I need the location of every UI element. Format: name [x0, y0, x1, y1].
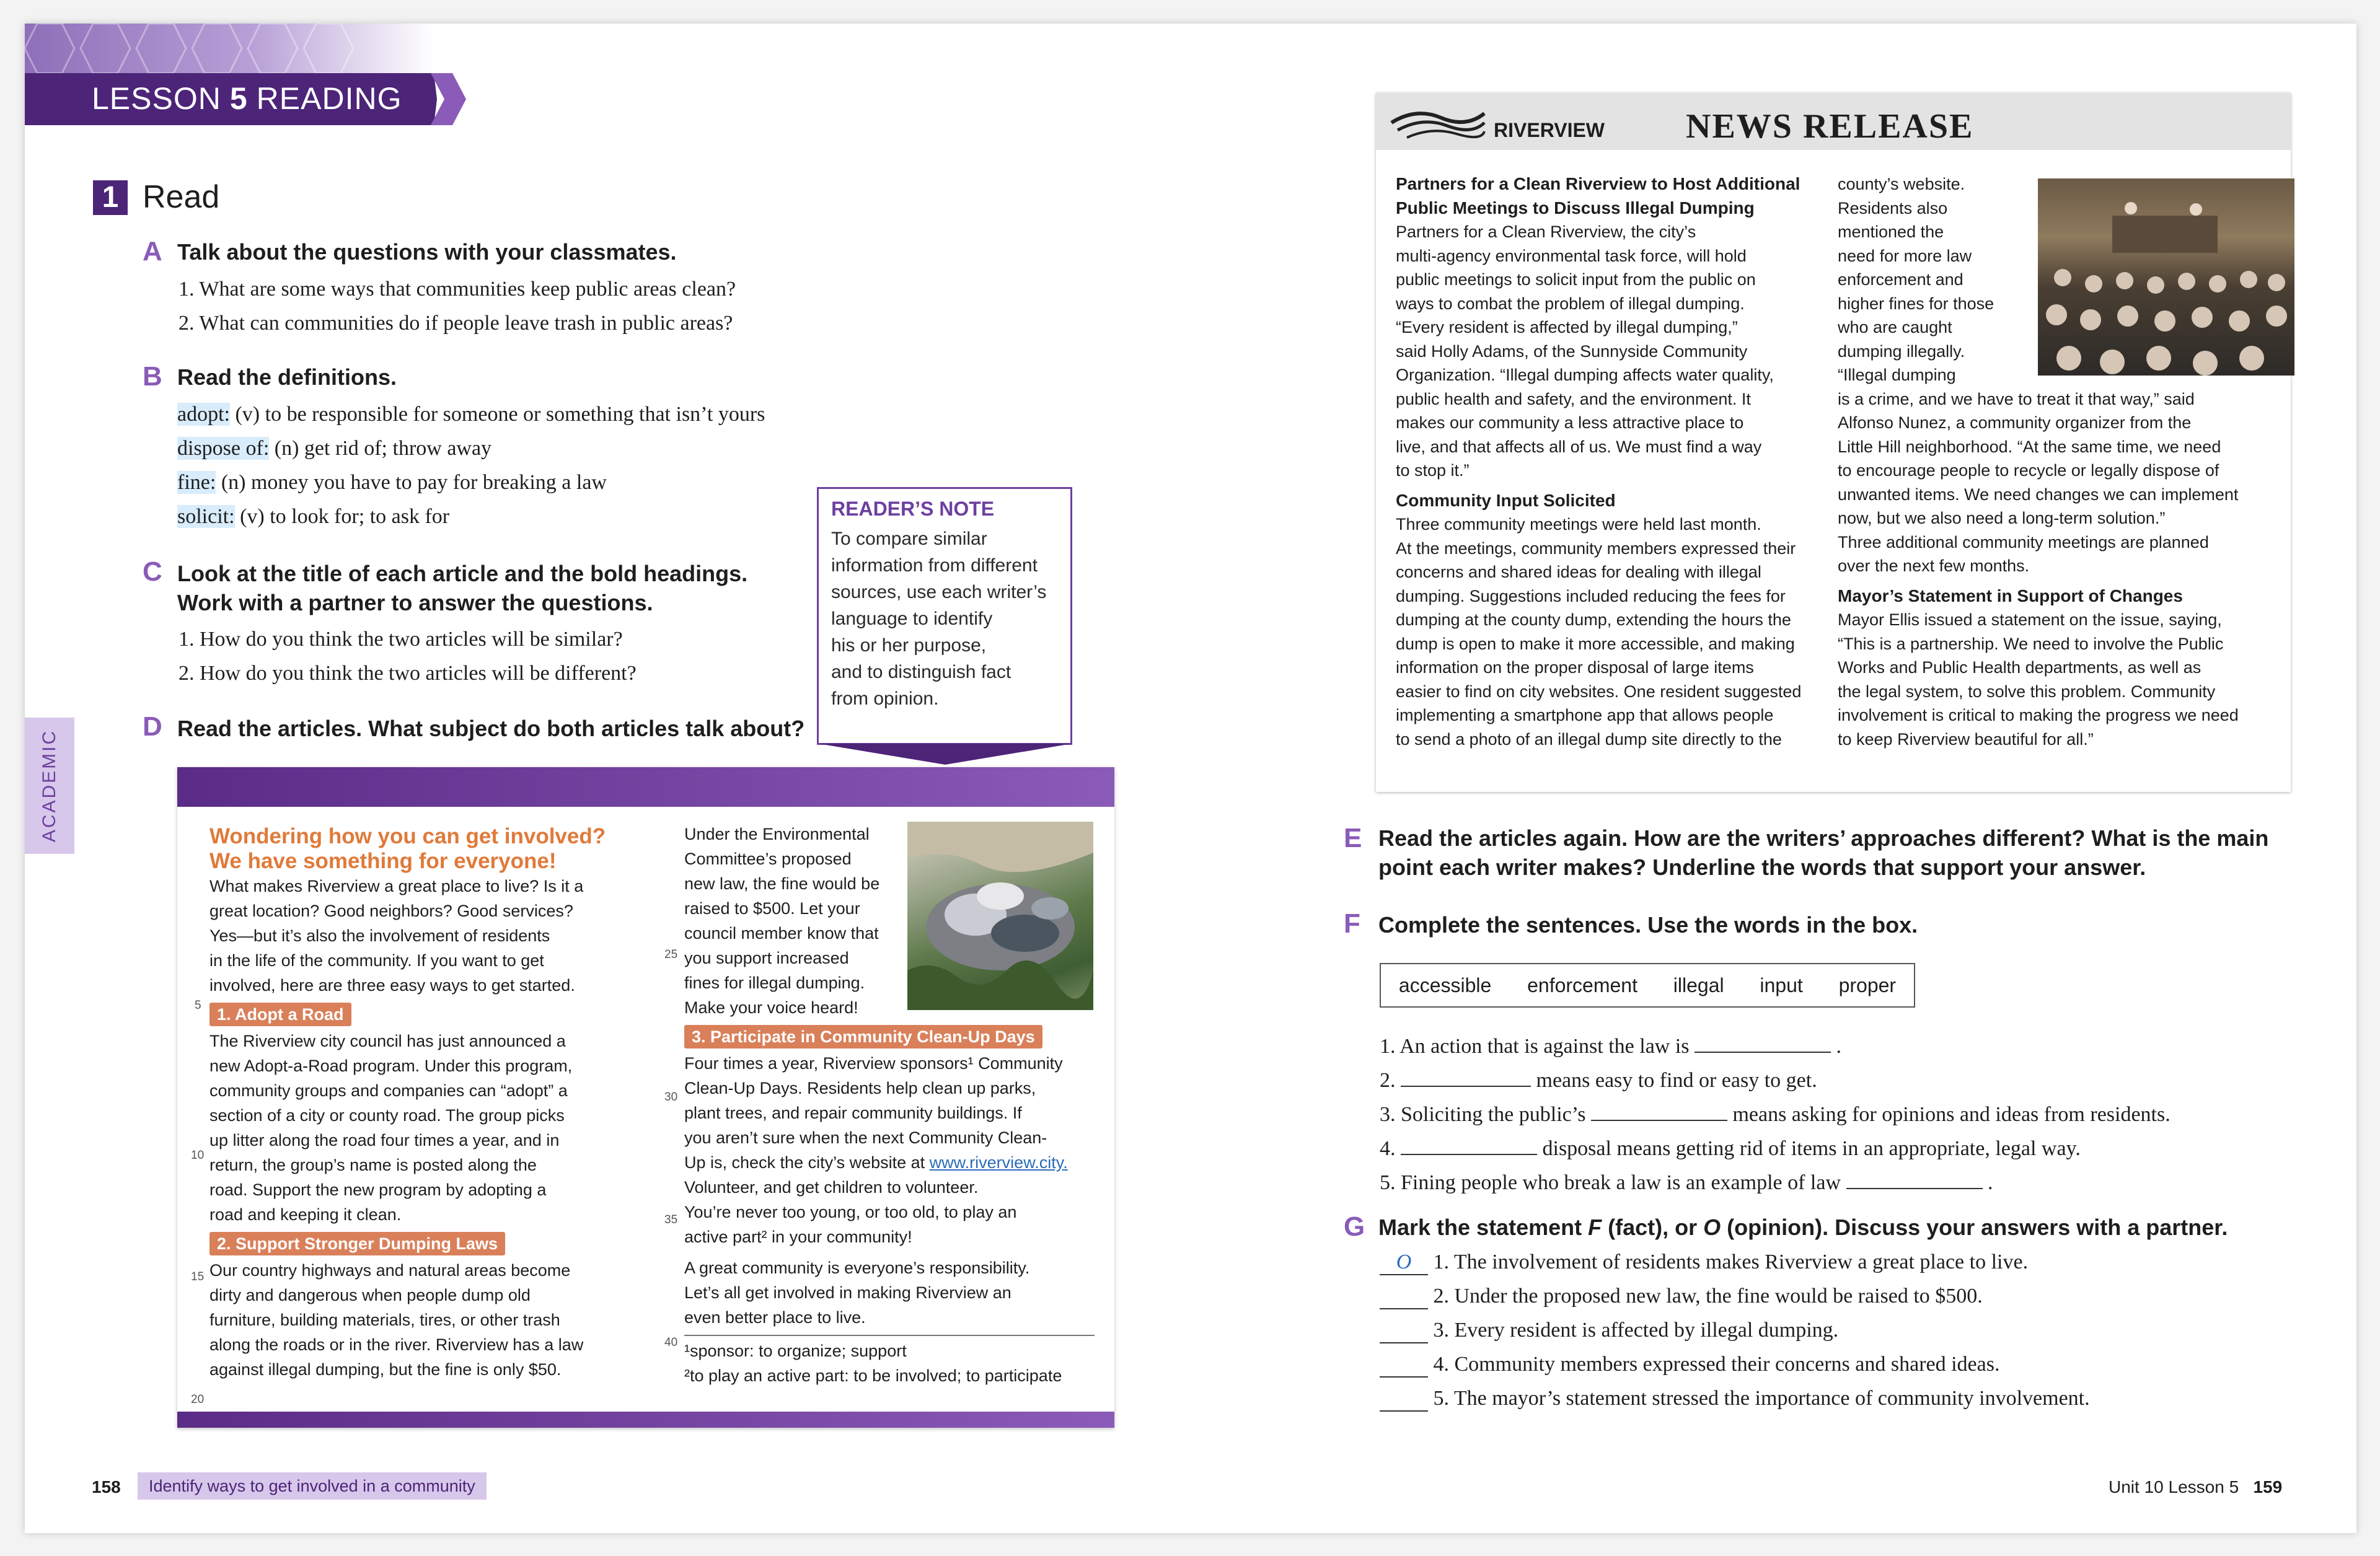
article-line: plant trees, and repair community buildings. If — [684, 1104, 1022, 1122]
news-line: easier to find on city websites. One resident suggested — [1396, 682, 1802, 701]
task-f-instruction: Complete the sentences. Use the words in the box. — [1378, 912, 1918, 938]
opinion-letter: O — [1703, 1215, 1721, 1240]
task-b-instruction: Read the definitions. — [177, 364, 397, 390]
article-bottom-bar — [177, 1412, 1114, 1428]
definition-row — [177, 471, 607, 494]
answer-blank[interactable] — [1380, 1353, 1428, 1378]
item-text: . — [1982, 1171, 1993, 1194]
task-a-item: 1. What are some ways that communities keep public areas clean? — [178, 278, 736, 301]
definition-term: dispose of: — [177, 437, 270, 460]
article-line: return, the group’s name is posted along the — [209, 1156, 537, 1174]
readers-note-line: from opinion. — [831, 688, 939, 709]
article-line: active part² in your community! — [684, 1228, 912, 1246]
readers-note-pointer-icon — [818, 744, 1072, 765]
article-text: Up is, check the city’s website at — [684, 1153, 930, 1172]
news-line: Alfonso Nunez, a community organizer from the — [1838, 413, 2192, 432]
answer-blank[interactable] — [1695, 1052, 1831, 1053]
news-line: to encourage people to recycle or legally dispose of — [1838, 461, 2219, 480]
article-headline: Wondering how you can get involved? — [209, 824, 606, 848]
task-a-item: 2. What can communities do if people leave trash in public areas? — [178, 312, 733, 335]
news-line: to keep Riverview beautiful for all.” — [1838, 729, 2094, 749]
article-line: fines for illegal dumping. — [684, 974, 865, 992]
readers-note-box — [817, 487, 1072, 745]
task-e-instruction: Read the articles again. How are the writers’ approaches different? What is the main — [1378, 825, 2269, 851]
word-box-item: accessible — [1398, 974, 1492, 996]
item-text: 3. Soliciting the public’s — [1380, 1103, 1591, 1126]
article-line: Make your voice heard! — [684, 998, 858, 1017]
task-g-instruction — [1378, 1215, 2228, 1241]
news-subheading: Community Input Solicited — [1396, 490, 1616, 510]
news-col-2-top — [1838, 172, 2024, 363]
article-line: new Adopt-a-Road program. Under this program, — [209, 1057, 573, 1075]
lesson-skill: READING — [256, 81, 402, 116]
community-meeting-photo — [2038, 178, 2294, 376]
definition-text: (n) get rid of; throw away — [269, 437, 492, 460]
footnote: ¹sponsor: to organize; support — [684, 1342, 907, 1360]
article-line: Four times a year, Riverview sponsors¹ Community — [684, 1054, 1063, 1073]
article-line: you support increased — [684, 949, 849, 967]
news-line: involvement is critical to making the progress we need — [1838, 706, 2239, 724]
answer-blank[interactable] — [1401, 1154, 1537, 1155]
definition-row — [177, 437, 491, 460]
article-line: Clean-Up Days. Residents help clean up parks, — [684, 1079, 1036, 1097]
illegal-dump-photo — [907, 822, 1093, 1010]
news-line: concerns and shared ideas for dealing with illegal — [1396, 563, 1761, 581]
article-col-2-top — [684, 822, 907, 1020]
news-line: to stop it.” — [1396, 461, 1470, 480]
left-page-number: 158 — [92, 1477, 121, 1497]
footnote-divider — [684, 1335, 1095, 1336]
item-text: 3. Every resident is affected by illegal dumping. — [1433, 1319, 1839, 1342]
article-line: You’re never too young, or too old, to play an — [684, 1203, 1017, 1221]
item-text: 1. An action that is against the law is — [1380, 1035, 1695, 1058]
hexagon-pattern-band — [25, 24, 434, 73]
task-c-instruction: Work with a partner to answer the questions. — [177, 590, 653, 615]
right-page-footer — [2109, 1477, 2282, 1497]
article-line — [684, 1150, 1106, 1175]
definition-row — [177, 403, 765, 426]
task-f-item — [1380, 1137, 2081, 1161]
article-line: road and keeping it clean. — [209, 1205, 402, 1224]
answer-blank[interactable] — [1846, 1188, 1983, 1189]
article-line: section of a city or county road. The group picks — [209, 1106, 565, 1125]
article-line: furniture, building materials, tires, or other trash — [209, 1311, 560, 1329]
riverview-brand: RIVERVIEW — [1494, 119, 1605, 141]
article-top-bar — [177, 767, 1114, 807]
news-line: need for more law — [1838, 246, 1972, 265]
task-letter-a: A — [143, 236, 162, 266]
news-line: multi-agency environmental task force, will hold — [1396, 246, 1747, 265]
item-text: means asking for opinions and ideas from residents. — [1727, 1103, 2171, 1126]
task-d-instruction: Read the articles. What subject do both articles talk about? — [177, 716, 805, 741]
task-g-item — [1380, 1387, 2090, 1412]
readers-note-line: sources, use each writer’s — [831, 582, 1047, 602]
task-letter-f: F — [1344, 908, 1360, 939]
instruction-text: Mark the statement — [1378, 1215, 1589, 1240]
word-box-item: proper — [1838, 974, 1897, 996]
lesson-number: 5 — [229, 81, 248, 116]
article-line: Committee’s proposed — [684, 850, 852, 868]
task-e-instruction: point each writer makes? Underline the words that support your answer. — [1378, 855, 2146, 880]
task-g-item — [1380, 1285, 1983, 1309]
line-number: 5 — [195, 999, 201, 1012]
readers-note-line: language to identify — [831, 609, 993, 629]
definition-term: fine: — [177, 471, 216, 494]
article-line: dirty and dangerous when people dump old — [209, 1286, 531, 1304]
news-headline: Public Meetings to Discuss Illegal Dumping — [1396, 198, 1755, 218]
definition-text: (v) to look for; to ask for — [234, 505, 450, 528]
news-line: mentioned the — [1838, 222, 1944, 241]
readers-note-title: READER’S NOTE — [831, 498, 995, 520]
news-col-1 — [1396, 172, 1830, 751]
task-g-item — [1380, 1319, 1838, 1343]
news-line: to send a photo of an illegal dump site directly to the — [1396, 729, 1782, 749]
riverview-website-link[interactable]: www.riverview.city. — [929, 1153, 1068, 1172]
task-letter-d: D — [143, 711, 162, 742]
definition-term: adopt: — [177, 403, 230, 426]
news-line: Works and Public Health departments, as well as — [1838, 658, 2202, 677]
word-box — [1380, 963, 1915, 1008]
line-number: 25 — [664, 948, 678, 961]
news-headline: Partners for a Clean Riverview to Host Additional — [1396, 174, 1800, 193]
news-line: “Illegal dumping — [1838, 366, 1956, 384]
line-number: 35 — [664, 1213, 678, 1226]
word-box-item: enforcement — [1527, 974, 1637, 996]
article-line: new law, the fine would be — [684, 874, 880, 893]
readers-note-line: and to distinguish fact — [831, 662, 1011, 682]
article-line: Under the Environmental — [684, 825, 870, 843]
item-text: 5. The mayor’s statement stressed the importance of community involvement. — [1433, 1387, 2090, 1410]
answer-blank[interactable] — [1591, 1120, 1727, 1121]
news-release — [1376, 93, 2291, 792]
task-c-instruction: Look at the title of each article and the bold headings. — [177, 561, 748, 586]
community-article — [177, 767, 1114, 1428]
right-page-number: 159 — [2253, 1477, 2283, 1497]
item-text: means easy to find or easy to get. — [1531, 1069, 1817, 1092]
article-line: up litter along the road four times a year, and in — [209, 1131, 560, 1149]
news-line: now, but we also need a long-term solution.” — [1838, 509, 2166, 527]
instruction-text: (opinion). Discuss your answers with a partner. — [1721, 1215, 2228, 1240]
article-line: What makes Riverview a great place to live? Is it a — [209, 877, 584, 895]
definition-text: (v) to be responsible for someone or something that isn’t yours — [229, 403, 765, 426]
news-line: unwanted items. We need changes we can implement — [1838, 485, 2239, 504]
news-line: information on the proper disposal of large items — [1396, 658, 1754, 677]
news-line: higher fines for those — [1838, 294, 1994, 313]
task-letter-e: E — [1344, 823, 1362, 853]
article-line: against illegal dumping, but the fine is only $50. — [209, 1360, 562, 1379]
article-col-1 — [209, 824, 631, 1382]
item-text: 2. — [1380, 1069, 1401, 1092]
answer-blank[interactable] — [1380, 1387, 1428, 1412]
definition-text: (n) money you have to pay for breaking a law — [216, 471, 607, 494]
news-line: “This is a partnership. We need to involve the Public — [1838, 634, 2224, 653]
news-line: enforcement and — [1838, 270, 1963, 289]
news-line: county’s website. — [1838, 175, 1965, 193]
article-line: The Riverview city council has just announced a — [209, 1032, 566, 1050]
instruction-text: (fact), or — [1602, 1215, 1704, 1240]
article-line: even better place to live. — [684, 1308, 866, 1327]
news-line: “Every resident is affected by illegal dumping,” — [1396, 318, 1738, 336]
task-letter-c: C — [143, 556, 162, 587]
answer-blank[interactable] — [1401, 1086, 1531, 1087]
article-line: along the roads or in the river. Riverview has a law — [209, 1335, 584, 1354]
task-a-instruction: Talk about the questions with your classmates. — [177, 239, 677, 265]
task-f-item — [1380, 1069, 1817, 1092]
answer-blank[interactable]: O — [1380, 1251, 1428, 1275]
news-line: makes our community a less attractive place to — [1396, 413, 1744, 432]
news-line: At the meetings, community members expressed their — [1396, 538, 1796, 558]
line-number: 30 — [664, 1091, 678, 1104]
item-text: 4. Community members expressed their concerns and shared ideas. — [1433, 1353, 2000, 1376]
definition-term: solicit: — [177, 505, 235, 528]
news-title: NEWS RELEASE — [1686, 107, 1974, 146]
news-line: dumping illegally. — [1838, 341, 1965, 361]
riverview-wave-logo-icon — [1388, 104, 1488, 141]
meeting-audience-icon — [2038, 178, 2294, 376]
answer-blank[interactable] — [1380, 1319, 1428, 1343]
article-line: you aren’t sure when the next Community Clean- — [684, 1128, 1047, 1147]
item-text: . — [1831, 1035, 1842, 1058]
textbook-spread — [25, 24, 2356, 1533]
item-text: 2. Under the proposed new law, the fine would be raised to $500. — [1433, 1285, 1983, 1308]
task-c-item: 2. How do you think the two articles will be different? — [178, 662, 637, 685]
article-headline: We have something for everyone! — [209, 849, 557, 873]
definition-row — [177, 505, 449, 529]
news-col-2-bottom — [1838, 363, 2284, 751]
section-tag-clean-up-days: 3. Participate in Community Clean-Up Days — [684, 1025, 1042, 1048]
article-line: road. Support the new program by adopting a — [209, 1180, 547, 1199]
line-number: 40 — [664, 1336, 678, 1349]
news-line: ways to combat the problem of illegal dumping. — [1396, 294, 1745, 313]
news-line: live, and that affects all of us. We must find a way — [1396, 437, 1762, 456]
news-line: Little Hill neighborhood. “At the same time, we need — [1838, 437, 2221, 456]
trash-pile-icon — [907, 822, 1093, 1010]
news-line: dumping. Suggestions included reducing the fees for — [1396, 586, 1786, 605]
article-line: Let’s all get involved in making Riverview an — [684, 1283, 1011, 1302]
news-line: Organization. “Illegal dumping affects water quality, — [1396, 366, 1774, 384]
news-line: public meetings to solicit input from the public on — [1396, 270, 1756, 289]
article-line: involved, here are three easy ways to get started. — [209, 976, 575, 995]
task-f-item — [1380, 1171, 1993, 1195]
fact-letter: F — [1588, 1215, 1602, 1240]
readers-note-line: information from different — [831, 555, 1038, 576]
section-title: Read — [143, 179, 220, 215]
item-text: 4. — [1380, 1137, 1401, 1160]
footnote: ²to play an active part: to be involved; to participate — [684, 1366, 1062, 1385]
news-line: public health and safety, and the environment. It — [1396, 389, 1751, 408]
task-g-item — [1380, 1251, 2028, 1275]
news-line: Residents also — [1838, 198, 1948, 218]
readers-note-line: his or her purpose, — [831, 635, 987, 656]
article-line: council member know that — [684, 924, 879, 943]
news-line: the legal system, to solve this problem. Community — [1838, 682, 2216, 701]
task-letter-g: G — [1344, 1211, 1365, 1242]
article-line: A great community is everyone’s responsibility. — [684, 1259, 1030, 1277]
hexagon-pattern-icon — [25, 24, 434, 73]
news-line: is a crime, and we have to treat it that way,” said — [1838, 389, 2195, 408]
article-line: Volunteer, and get children to volunteer. — [684, 1178, 979, 1197]
article-line: raised to $500. Let your — [684, 899, 860, 918]
news-subheading: Mayor’s Statement in Support of Changes — [1838, 586, 2183, 605]
lesson-goal-label: Identify ways to get involved in a community — [138, 1472, 487, 1500]
news-line: implementing a smartphone app that allows people — [1396, 706, 1774, 724]
news-line: Partners for a Clean Riverview, the city’s — [1396, 222, 1696, 241]
news-line: dumping at the county dump, extending the hours the — [1396, 610, 1791, 629]
task-letter-b: B — [143, 361, 162, 392]
news-line: Three additional community meetings are planned — [1838, 532, 2209, 552]
article-line: Our country highways and natural areas become — [209, 1261, 571, 1280]
lesson-banner-text — [92, 81, 402, 116]
line-number: 15 — [191, 1270, 205, 1283]
news-line: Mayor Ellis issued a statement on the issue, saying, — [1838, 610, 2222, 629]
task-f-item — [1380, 1035, 1841, 1058]
task-c-item: 1. How do you think the two articles will be similar? — [178, 628, 623, 651]
task-f-item — [1380, 1103, 2171, 1127]
word-box-item: illegal — [1673, 974, 1724, 996]
task-g-item — [1380, 1353, 1999, 1378]
news-line: Three community meetings were held last month. — [1396, 515, 1761, 534]
section-tag-dumping-laws: 2. Support Stronger Dumping Laws — [209, 1232, 505, 1255]
article-line: in the life of the community. If you want to get — [209, 951, 544, 970]
academic-side-tab — [25, 718, 74, 854]
news-line: over the next few months. — [1838, 556, 2030, 575]
word-box-item: input — [1760, 974, 1803, 996]
item-text: 5. Fining people who break a law is an example of law — [1380, 1171, 1846, 1194]
article-line: Yes—but it’s also the involvement of residents — [209, 926, 550, 945]
section-number: 1 — [93, 180, 128, 215]
section-tag-adopt-road: 1. Adopt a Road — [209, 1003, 351, 1026]
news-line: who are caught — [1838, 318, 1952, 336]
line-number: 10 — [191, 1149, 205, 1162]
item-text: 1. The involvement of residents makes Riverview a great place to live. — [1433, 1251, 2029, 1273]
unit-lesson-label: Unit 10 Lesson 5 — [2109, 1477, 2239, 1497]
readers-note-line: To compare similar — [831, 529, 987, 549]
article-col-2-bottom — [684, 1025, 1106, 1388]
answer-blank[interactable] — [1380, 1285, 1428, 1309]
article-line: great location? Good neighbors? Good services? — [209, 902, 573, 920]
lesson-label: LESSON — [92, 81, 221, 116]
line-number: 20 — [191, 1393, 205, 1406]
news-line: dump is open to make it more accessible, and making — [1396, 634, 1795, 653]
item-text: disposal means getting rid of items in an appropriate, legal way. — [1537, 1137, 2081, 1160]
article-line: community groups and companies can “adopt” a — [209, 1081, 568, 1100]
academic-label: ACADEMIC — [39, 729, 60, 843]
news-line: said Holly Adams, of the Sunnyside Community — [1396, 341, 1748, 361]
